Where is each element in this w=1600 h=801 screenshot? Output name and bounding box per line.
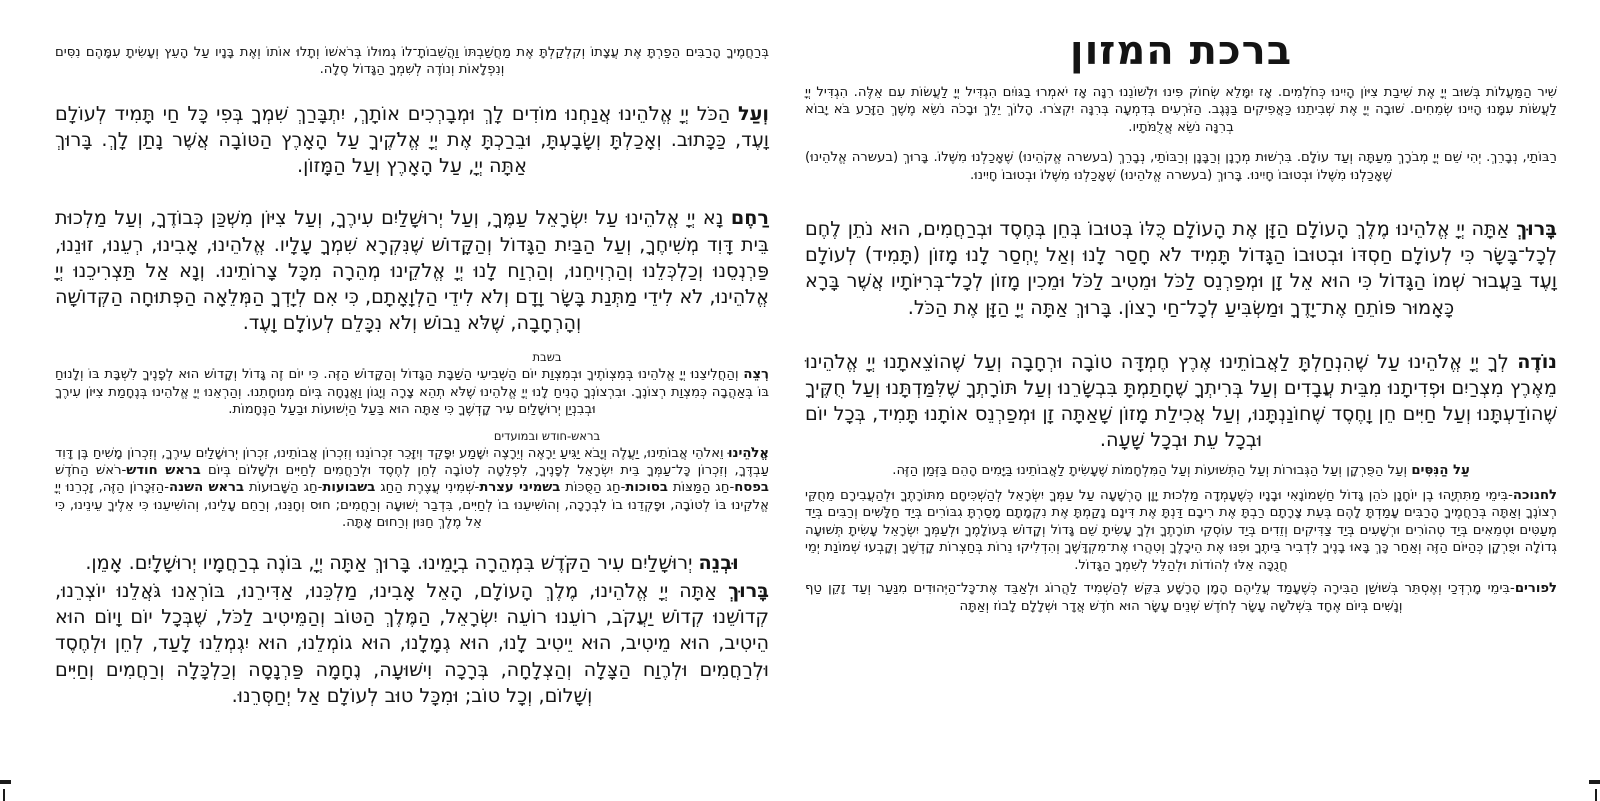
occasion-label-pesach: בפסח: [734, 480, 769, 496]
occasion-label-rosh-hashanah: בראש השנה: [169, 480, 245, 496]
left-page: [55, 44, 769, 709]
blessing-uvneh-yerushalayim: [55, 550, 769, 576]
blessing-veal-hakol: [55, 101, 769, 180]
occasion-label-purim: לפורים: [1514, 581, 1557, 597]
text-run: שִׁיר הַמַּעֲלוֹת בְּשׁוּב יְיָ אֶת שִׁיבַת צִיּוֹן הָיִינוּ כְּחֹלְמִים. אָז יִמָּלֵא שְׂחוֹק פִּינוּ וּלְשׁוֹנֵנוּ רִנָּה אָז יֹאמְרוּ בַגּוֹיִם הִגְדִּיל יְיָ לַעֲשׂוֹת עִם אֵלֶּה. הִגְדִּיל יְיָ לַעֲשׂוֹת עִמָּנוּ הָיִינוּ שְׂמֵחִים. שׁוּבָה יְיָ אֶת שְׁבִיתֵנוּ כַּאֲפִיקִים בַּנֶּגֶב. הַזֹּרְעִים בְּדִמְעָה בְּרִנָּה יִקְצֹרוּ. הָלוֹךְ יֵלֵךְ וּבָכֹה נֹשֵׂא מֶשֶׁךְ הַזָּרַע בֹּא יָבוֹא בְרִנָּה נֹשֵׂא אֲלֻמֹּתָיו.: [805, 85, 1557, 135]
text-run: הַכֹּל יְיָ אֱלֹהֵינוּ אֲנַחְנוּ מוֹדִים לָךְ וּמְבָרְכִים אוֹתָךְ, יִתְבָּרַךְ שִׁמְךָ בְּפִי כָּל חַי תָּמִיד לְעוֹלָם וָעֶד, כַּכָּתוּב. וְאָכַלְתָּ וְשָׂבָעְתָּ, וּבֵרַכְתָּ אֶת יְיָ אֱלֹקֶיךָ עַל הָאָרֶץ הַטּוֹבָה אֲשֶׁר נָתַן לָךְ. בָּרוּךְ אַתָּה יְיָ, עַל הָאָרֶץ וְעַל הַמָּזוֹן.: [55, 101, 769, 178]
lead-word: רְצֵה: [743, 367, 769, 383]
lead-word: בָּרוּךְ: [728, 578, 769, 602]
text-run: אַתָּה יְיָ אֱלֹהֵינוּ מֶלֶךְ הָעוֹלָם הַזָּן אֶת הָעוֹלָם כֻּלּוֹ בְּטוּבוֹ בְּחֵן בְּחֶסֶד וּבְרַחֲמִים, הוּא נֹתֵן לֶחֶם לְכָל־בָּשָׂר כִּי לְעוֹלָם חַסְדּוֹ וּבְטוּבוֹ הַגָּדוֹל תָּמִיד לֹא חָסַר לָנוּ וְאַל יֶחְסַר לָנוּ מָזוֹן (תָּמִיד) לְעוֹלָם וָעֶד בַּעֲבוּר שְׁמוֹ הַגָּדוֹל כִּי הוּא אֵל זָן וּמְפַרְנֵס לַכֹּל וּמֵטִיב לַכֹּל וּמֵכִין מָזוֹן לְכָל־בְּרִיּוֹתָיו אֲשֶׁר בָּרָא כָּאָמוּר פּוֹתֵחַ אֶת־יָדֶךָ וּמַשְׂבִּיעַ לְכָל־חַי רָצוֹן. בָּרוּךְ אַתָּה יְיָ הַזָּן אֶת הַכֹּל.: [805, 217, 1557, 319]
text-run: -רֹאשׁ הַחֹדֶשׁ: [55, 463, 127, 479]
paragraph-yaaleh-veyavo: [55, 445, 769, 532]
paragraph-al-hanisim-chanukah: [805, 487, 1557, 574]
lead-word: וּבְנֵה: [698, 550, 739, 574]
text-run: -שְׁמִינִי עֲצֶרֶת הַחַג: [375, 480, 480, 496]
text-run: -הַזִּכָּרוֹן הַזֶּה, זָכְרֵנוּ יְיָ אֱלֹקֵינוּ בּוֹ לְטוֹבָה, וּפָקְדֵנוּ בוֹ לִבְרָכָה, וְהוֹשִׁיעֵנוּ בוֹ לְחַיִּים, בִּדְבַר יְשׁוּעָה וְרַחֲמִים; חוּס וְחָנֵּנוּ, וְרַחֵם עָלֵינוּ, וְהוֹשִׁיעֵנוּ כִּי אֵלֶיךָ עֵינֵינוּ, כִּי אֵל מֶלֶךְ חַנּוּן וְרַחוּם אָתָּה.: [55, 480, 769, 531]
text-run: -חַג הַשָּׁבוּעוֹת: [244, 480, 323, 496]
text-run: רַבּוֹתַי, נְבָרֵךְ. יְהִי שֵׁם יְיָ מְבֹרָךְ מֵעַתָּה וְעַד עוֹלָם. בִּרְשׁוּת מְרָנָן וְרַבָּנָן וְרַבּוֹתַי, נְבָרֵךְ (בעשרה אֱקֹהֵינוּ) שֶׁאָכַלְנוּ מִשֶּׁלוֹ. בָּרוּךְ (בעשרה אֱלֹהֵינוּ) שֶׁאָכַלְנוּ מִשֶּׁלוֹ וּבְטוּבוֹ חָיִינוּ. בָּרוּךְ (בעשרה אֱלֹהֵינוּ) שֶׁאָכַלְנוּ מִשֶּׁלוֹ וּבְטוּבוֹ חָיִינוּ.: [805, 150, 1557, 183]
page-title: ברכת המזון: [1069, 28, 1293, 74]
header-text: בראש-חודש ובמועדים: [493, 428, 601, 443]
blessing-rachem-na: [55, 205, 769, 336]
text-run: -בִּימֵי מַתִּתְיָהוּ בֶן יוֹחָנָן כֹּהֵן גָּדוֹל חַשְׁמוֹנָאִי וּבָנָיו כְּשֶׁעָמְדָה מַלְכוּת יָוָן הָרְשָׁעָה עַל עַמְּךָ יִשְׂרָאֵל לְהַשְׁכִּיחָם מִתּוֹרָתֶךָ וּלְהַעֲבִירָם מֵחֻקֵּי רְצוֹנֶךָ וְאַתָּה בְּרַחֲמֶיךָ הָרַבִּים עָמַדְתָּ לָהֶם בְּעֵת צָרָתָם רַבְתָּ אֶת רִיבָם דַּנְתָּ אֶת דִּינָם נָקַמְתָּ אֶת נִקְמָתָם מָסַרְתָּ גִבּוֹרִים בְּיַד חַלָּשִׁים וְרַבִּים בְּיַד מְעַטִּים וּטְמֵאִים בְּיַד טְהוֹרִים וּרְשָׁעִים בְּיַד צַדִּיקִים וְזֵדִים בְּיַד עוֹסְקֵי תוֹרָתֶךָ וּלְךָ עָשִׂיתָ שֵׁם גָּדוֹל וְקָדוֹשׁ בְּעוֹלָמֶךָ וּלְעַמְּךָ יִשְׂרָאֵל עָשִׂיתָ תְּשׁוּעָה גְדוֹלָה וּפֻרְקָן כְּהַיּוֹם הַזֶּה וְאַחַר כָּךְ בָּאוּ בָנֶיךָ לִדְבִיר בֵּיתֶךָ וּפִנּוּ אֶת הֵיכָלֶךָ וְטִהֲרוּ אֶת־מִקְדָּשֶׁךָ וְהִדְלִיקוּ נֵרוֹת בְּחַצְרוֹת קָדְשֶׁךָ וְקָבְעוּ שְׁמוֹנַת יְמֵי חֲנֻכָּה אֵלּוּ לְהוֹדוֹת וּלְהַלֵּל לְשִׁמְךָ הַגָּדוֹל.: [805, 488, 1557, 573]
blessing-hatov-vehametiv: [55, 578, 769, 709]
paragraph-retzei: [55, 366, 769, 418]
lead-word: נוֹדֶה: [1517, 349, 1557, 373]
occasion-label-shavuot: בשבועות: [322, 480, 376, 496]
paragraph-zimun: [805, 149, 1557, 184]
paragraph-al-hanisim: [805, 462, 1557, 479]
text-run: לְךָ יְיָ אֱלֹהֵינוּ עַל שֶׁהִנְחַלְתָּ לַאֲבוֹתֵינוּ אֶרֶץ חֶמְדָּה טוֹבָה וּרְחָבָה וְעַל שֶׁהוֹצֵאתָנוּ יְיָ אֱלֹהֵינוּ מֵאֶרֶץ מִצְרַיִם וּפְדִיתָנוּ מִבֵּית עֲבָדִים וְעַל בְּרִיתְךָ שֶׁחָתַמְתָּ בִּבְשָׂרֵנוּ וְעַל תּוֹרָתְךָ שֶׁלִּמַּדְתָּנוּ וְעַל חֻקֶּיךָ שֶׁהוֹדַעְתָּנוּ וְעַל חַיִּים חֵן וָחֶסֶד שֶׁחוֹנַנְתָּנוּ, וְעַל אֲכִילַת מָזוֹן שָׁאַתָּה זָן וּמְפַרְנֵס אוֹתָנוּ תָּמִיד, בְּכָל יוֹם וּבְכָל עֵת וּבְכָל שָׁעָה.: [805, 349, 1557, 452]
paragraph-al-hanisim-purim: [805, 580, 1557, 615]
lead-word: וְעַל: [738, 101, 769, 125]
occasion-label-shemini-atzeret: בשמיני עצרת: [479, 480, 561, 496]
crop-mark: [0, 780, 11, 784]
blessing-hazan: [805, 216, 1557, 321]
text-run: -חַג הַסֻּכּוֹת: [560, 480, 626, 496]
section-header-shabbat: [55, 350, 769, 364]
crop-mark: [3, 789, 5, 801]
header-text: בשבת: [532, 350, 562, 365]
text-run: בְּרַחֲמֶיךָ הָרַבִּים הֵפַרְתָּ אֶת עֲצָתוֹ וְקִלְקַלְתָּ אֶת מַחֲשַׁבְתּוֹ וַהֲשֵׁבוֹתָ־לוֹ גְמוּלוֹ בְּרֹאשׁוֹ וְתָלוּ אוֹתוֹ וְאֶת בָּנָיו עַל הָעֵץ וְעָשִׂיתָ עִמָּהֶם נִסִּים וְנִפְלָאוֹת וְנוֹדֶה לְשִׁמְךָ הַגָּדוֹל סֶלָה.: [55, 45, 769, 78]
text-run: -בִּימֵי מָרְדְּכַי וְאֶסְתֵּר בְּשׁוּשַׁן הַבִּירָה כְּשֶׁעָמַד עֲלֵיהֶם הָמָן הָרָשָׁע בִּקֵּשׁ לְהַשְׁמִיד לַהֲרוֹג וּלְאַבֵּד אֶת־כָּל־הַיְּהוּדִים מִנַּעַר וְעַד זָקֵן טַף וְנָשִׁים בְּיוֹם אֶחָד בִּשְׁלֹשָׁה עָשָׂר לְחֹדֶשׁ שְׁנֵים עָשָׂר הוּא חֹדֶשׁ אֲדָר וּשְׁלָלָם לָבוֹז וְאַתָּה: [805, 581, 1515, 614]
section-header-rosh-chodesh-festivals: [55, 429, 769, 443]
text-run: אַתָּה יְיָ אֱלֹהֵינוּ, מֶלֶךְ הָעוֹלָם, הָאֵל אָבִינוּ, מַלְכֵּנוּ, אַדִּירֵנוּ, בּוֹרְאֵנוּ גֹּאֲלֵנוּ יוֹצְרֵנוּ, קְדוֹשֵׁנוּ קְדוֹשׁ יַעֲקֹב, רוֹעֵנוּ רוֹעֵה יִשְׂרָאֵל, הַמֶּלֶךְ הַטּוֹב וְהַמֵּיטִיב לַכֹּל, שֶׁבְּכָל יוֹם וָיוֹם הוּא הֵיטִיב, הוּא מֵיטִיב, הוּא יֵיטִיב לָנוּ, הוּא גְמָלָנוּ, הוּא גוֹמְלֵנוּ, הוּא יִגְמְלֵנוּ לָעַד, לְחֵן וּלְחֶסֶד וּלְרַחֲמִים וּלְרֶוַח הַצָּלָה וְהַצְלָחָה, בְּרָכָה וִישׁוּעָה, נֶחָמָה פַּרְנָסָה וְכַלְכָּלָה וְרַחֲמִים וְחַיִּים וְשָׁלוֹם, וְכָל טוֹב; וּמִכָּל טוּב לְעוֹלָם אַל יְחַסְּרֵנוּ.: [55, 578, 769, 707]
text-run: וְהַחֲלִיצֵנוּ יְיָ אֱלֹהֵינוּ בְּמִצְוֹתֶיךָ וּבְמִצְוַת יוֹם הַשְּׁבִיעִי הַשַּׁבָּת הַגָּדוֹל וְהַקָּדוֹשׁ הַזֶּה. כִּי יוֹם זֶה גָּדוֹל וְקָדוֹשׁ הוּא לְפָנֶיךָ לִשְׁבָּת בּוֹ וְלָנוּחַ בּוֹ בְּאַהֲבָה כְּמִצְוַת רְצוֹנֶךָ. וּבִרְצוֹנְךָ הָנִיחַ לָנוּ יְיָ אֱלֹהֵינוּ שֶׁלֹּא תְהֵא צָרָה וְיָגוֹן וַאֲנָחָה בְּיוֹם מְנוּחָתֵנוּ. וְהַרְאֵנוּ יְיָ אֱלֹהֵינוּ בְּנֶחָמַת צִיּוֹן עִירֶךָ וּבְבִנְיַן יְרוּשָׁלַיִם עִיר קָדְשֶׁךָ כִּי אַתָּה הוּא בַּעַל הַיְשׁוּעוֹת וּבַעַל הַנֶּחָמוֹת.: [55, 367, 769, 418]
occasion-label-sukkot: בסוכות: [625, 480, 668, 496]
text-run: יְרוּשָׁלַיִם עִיר הַקֹּדֶשׁ בִּמְהֵרָה בְיָמֵינוּ. בָּרוּךְ אַתָּה יְיָ, בּוֹנֶה בְרַחֲמָיו יְרוּשָׁלָיִם. אָמֵן.: [85, 550, 699, 574]
occasion-label-chanukah: לחנוכה: [1512, 488, 1557, 504]
psalm-shir-hamaalot: [805, 84, 1557, 136]
blessing-nodeh: [805, 349, 1557, 454]
lead-word: אֱלֹהֵינוּ: [727, 445, 769, 461]
crop-mark: [1589, 780, 1600, 784]
paragraph-purim-continuation: [55, 44, 769, 79]
lead-word: עַל הַנִּסִּים: [1411, 462, 1470, 478]
text-run: וְעַל הַפֻּרְקָן וְעַל הַגְּבוּרוֹת וְעַל הַתְּשׁוּעוֹת וְעַל הַמִּלְחָמוֹת שֶׁעָשִׂיתָ לַאֲבוֹתֵינוּ בַּיָּמִים הָהֵם בַּזְּמַן הַזֶּה.: [892, 462, 1412, 478]
right-page: [805, 28, 1557, 615]
occasion-label-rosh-chodesh: בראש חודש: [126, 463, 201, 479]
lead-word: בָּרוּךְ: [1516, 217, 1557, 241]
text-run: וֵאלֹהֵי אֲבוֹתֵינוּ, יַעֲלֶה וְיָבֹא יַגִּיעַ יֵרָאֶה וְיֵרָצֶה יִשָּׁמַע יִפָּקֵד וְיִזָּכֵר זִכְרוֹנֵנוּ וְזִכְרוֹן אֲבוֹתֵינוּ, זִכְרוֹן יְרוּשָׁלַיִם עִירֶךָ, וְזִכְרוֹן מָשִׁיחַ בֶּן דָּוִד עַבְדֶּךָ, וְזִכְרוֹן כָּל־עַמְּךָ בֵּית יִשְׂרָאֵל לְפָנֶיךָ, לִפְלֵטָה לְטוֹבָה לְחֵן לְחֶסֶד וּלְרַחֲמִים לְחַיִּים וּלְשָׁלוֹם בְּיוֹם: [55, 445, 770, 479]
lead-word: רַחֶם: [730, 206, 769, 230]
text-run: -חַג הַמַּצּוֹת: [667, 480, 735, 496]
text-run: נָא יְיָ אֱלֹהֵינוּ עַל יִשְׂרָאֵל עַמֶּךָ, וְעַל יְרוּשָׁלַיִם עִירֶךָ, וְעַל צִיּוֹן מִשְׁכַּן כְּבוֹדֶךָ, וְעַל מַלְכוּת בֵּית דָּוִד מְשִׁיחֶךָ, וְעַל הַבַּיִת הַגָּדוֹל וְהַקָּדוֹשׁ שֶׁנִּקְרָא שִׁמְךָ עָלָיו. אֱלֹהֵינוּ, אָבִינוּ, רְעֵנוּ, זוּנֵנוּ, פַּרְנְסֵנוּ וְכַלְכְּלֵנוּ וְהַרְוִיחֵנוּ, וְהַרְוַח לָנוּ יְיָ אֱלֹקֵינוּ מְהֵרָה מִכָּל צָרוֹתֵינוּ. וְנָא אַל תַּצְרִיכֵנוּ יְיָ אֱלֹהֵינוּ, לֹא לִידֵי מַתְּנַת בָּשָׂר וָדָם וְלֹא לִידֵי הַלְוָאָתָם, כִּי אִם לְיָדְךָ הַמְּלֵאָה הַפְּתוּחָה הַקְּדוֹשָׁה וְהָרְחָבָה, שֶׁלֹּא נֵבוֹשׁ וְלֹא נִכָּלֵם לְעוֹלָם וָעֶד.: [55, 206, 769, 335]
crop-mark: [1595, 789, 1597, 801]
